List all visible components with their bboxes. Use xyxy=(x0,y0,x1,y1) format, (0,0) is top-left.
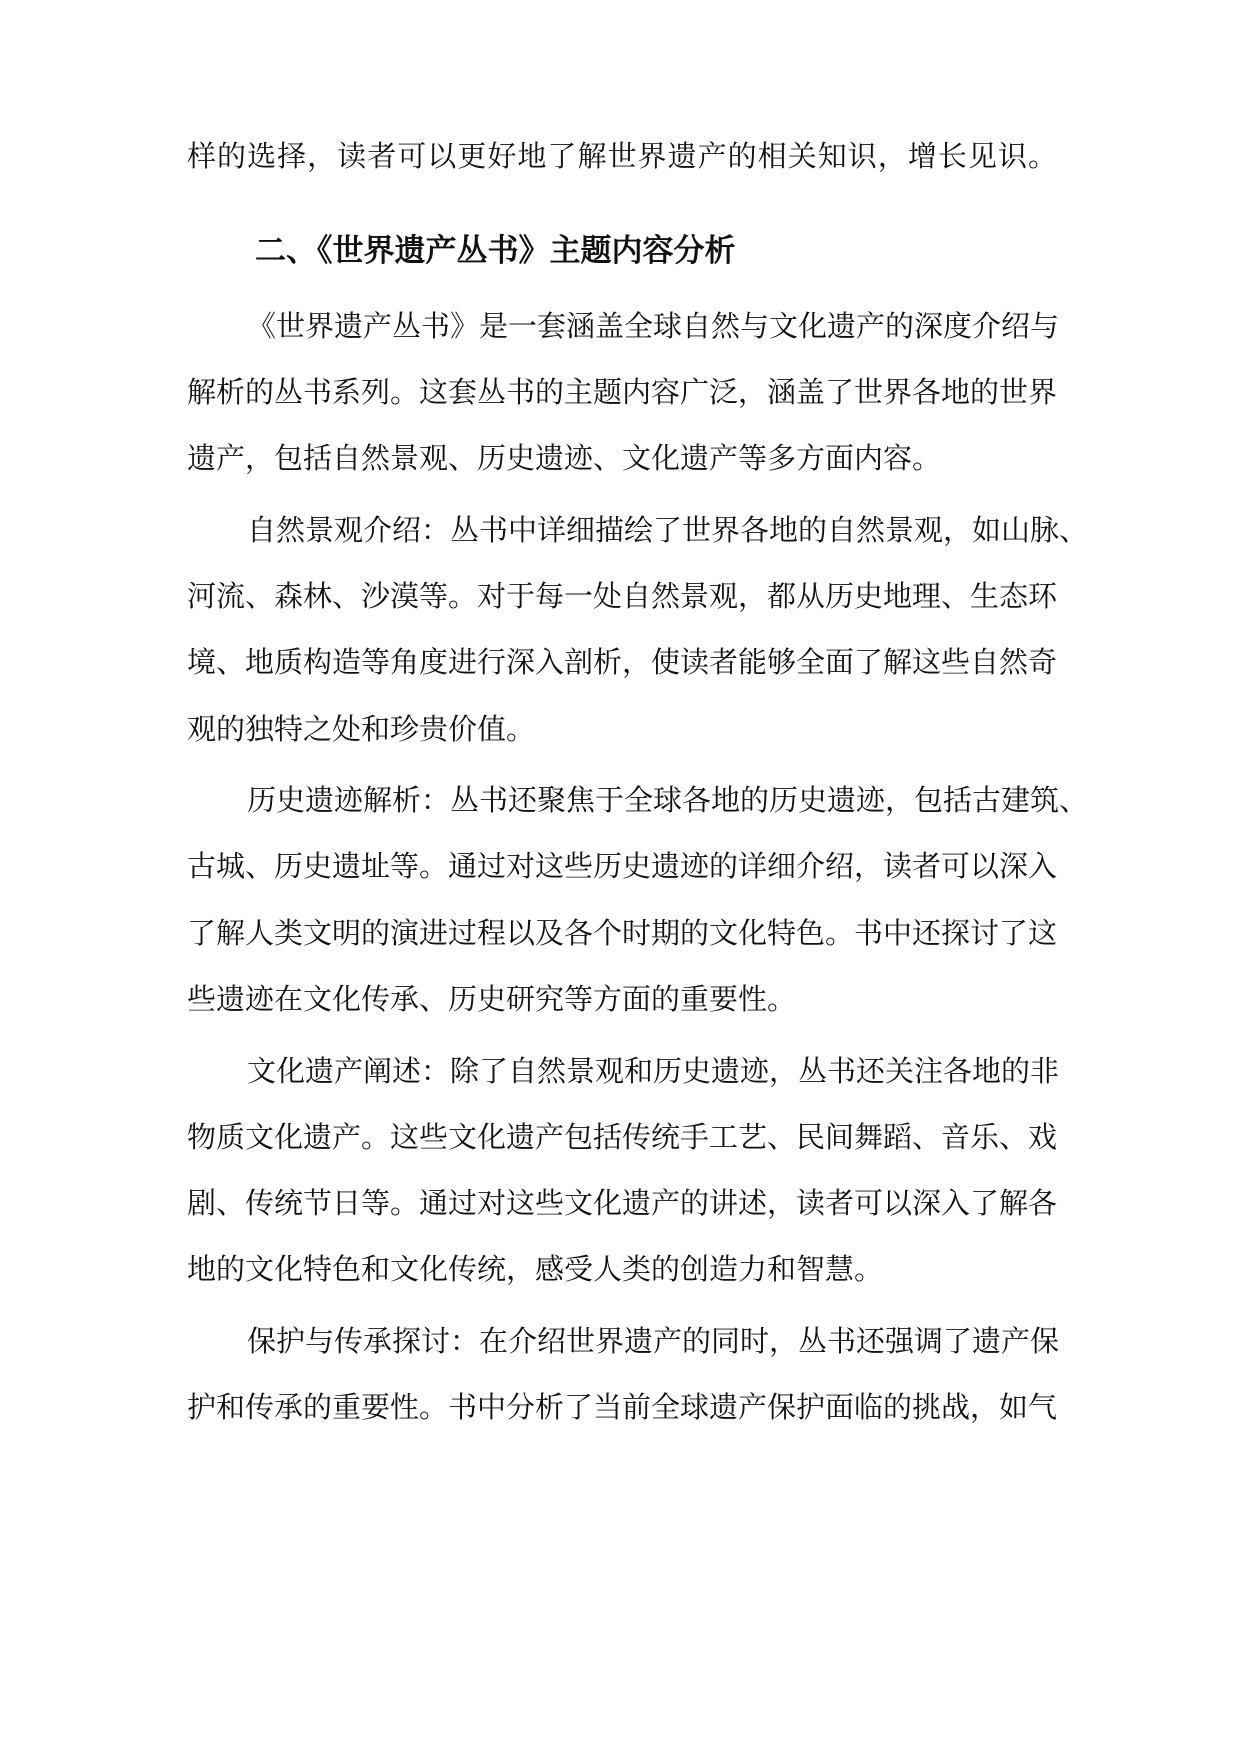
paragraph-line: 解析的丛书系列。这套丛书的主题内容广泛，涵盖了世界各地的世界 xyxy=(187,375,1058,409)
paragraph-line: 剧、传统节日等。通过对这些文化遗产的讲述，读者可以深入了解各 xyxy=(187,1186,1058,1220)
paragraph-line: 历史遗迹解析：丛书还聚焦于全球各地的历史遗迹，包括古建筑、 xyxy=(247,783,1089,817)
paragraph-line: 《世界遗产丛书》是一套涵盖全球自然与文化遗产的深度介绍与 xyxy=(247,309,1060,343)
paragraph-line: 自然景观介绍：丛书中详细描绘了世界各地的自然景观，如山脉、 xyxy=(247,513,1089,547)
paragraph-line: 境、地质构造等角度进行深入剖析，使读者能够全面了解这些自然奇 xyxy=(187,645,1058,679)
intro-tail-line: 样的选择，读者可以更好地了解世界遗产的相关知识，增长见识。 xyxy=(187,139,1057,173)
section-heading: 二、《世界遗产丛书》主题内容分析 xyxy=(255,233,736,269)
paragraph-line: 物质文化遗产。这些文化遗产包括传统手工艺、民间舞蹈、音乐、戏 xyxy=(187,1120,1058,1154)
paragraph-line: 河流、森林、沙漠等。对于每一处自然景观，都从历史地理、生态环 xyxy=(187,579,1058,613)
paragraph-line: 遗产，包括自然景观、历史遗迹、文化遗产等多方面内容。 xyxy=(187,441,942,475)
paragraph-line: 保护与传承探讨：在介绍世界遗产的同时，丛书还强调了遗产保 xyxy=(247,1324,1060,1358)
paragraph-line: 地的文化特色和文化传统，感受人类的创造力和智慧。 xyxy=(187,1252,884,1286)
paragraph-line: 观的独特之处和珍贵价值。 xyxy=(187,712,536,746)
paragraph-line: 护和传承的重要性。书中分析了当前全球遗产保护面临的挑战，如气 xyxy=(187,1390,1058,1424)
paragraph-line: 了解人类文明的演进过程以及各个时期的文化特色。书中还探讨了这 xyxy=(187,916,1058,950)
paragraph-line: 些遗迹在文化传承、历史研究等方面的重要性。 xyxy=(187,982,797,1016)
paragraph-line: 文化遗产阐述：除了自然景观和历史遗迹，丛书还关注各地的非 xyxy=(247,1054,1060,1088)
paragraph-line: 古城、历史遗址等。通过对这些历史遗迹的详细介绍，读者可以深入 xyxy=(187,849,1058,883)
